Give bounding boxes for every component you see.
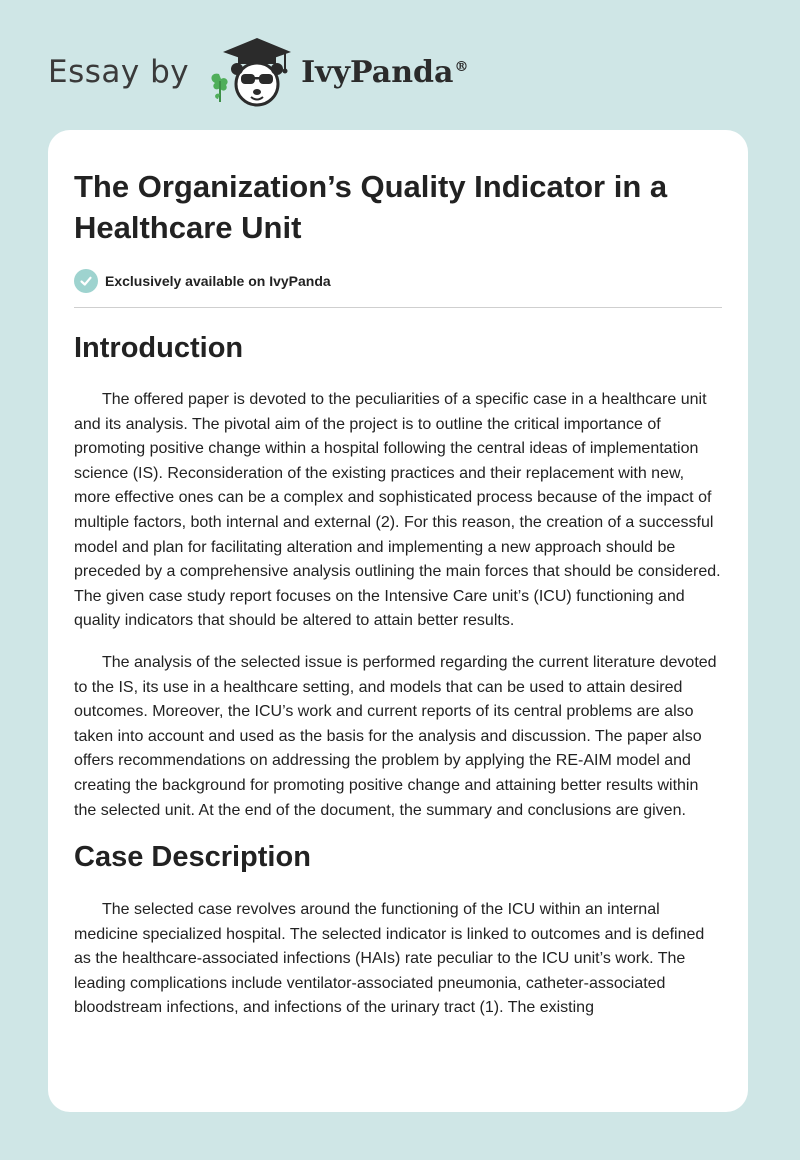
paragraph: The selected case revolves around the functioning of the ICU within an internal medicine specialized hospital. The selected indicator is linked to outcomes and is defined as the healthcare-associated infections (HAIs) rate peculiar to the ICU unit’s work. The leading complications include ventilator-associated pneumonia, catheter-associated bloodstream infections, and infections of the urinary tract (1). The existing bbox=[74, 901, 705, 1017]
article-title: The Organization’s Quality Indicator in a Healthcare Unit bbox=[74, 169, 668, 245]
check-icon bbox=[74, 269, 98, 293]
section-heading-case-description: Case Description bbox=[74, 841, 311, 874]
brand-text: IvyPanda bbox=[301, 54, 454, 90]
exclusive-badge bbox=[74, 269, 722, 308]
essay-by-label: Essay by bbox=[48, 54, 190, 90]
registered-mark: ® bbox=[454, 58, 469, 75]
panda-graduate-logo-icon[interactable] bbox=[205, 36, 297, 108]
paragraph: The offered paper is devoted to the peculiarities of a specific case in a healthcare unit and its analysis. The pivotal aim of the project is to outline the critical importance of promoting positive change within a hospital following the central ideas of implementation science (IS). Reconsideration of the existing practices and their replacement with new, more effective ones can be a complex and sophisticated process because of the impact of multiple factors, both internal and external (2). For this reason, the creation of a successful model and plan for facilitating alteration and implementing a new approach should be preceded by a comprehensive analysis outlining the main forces that should be considered. The given case study report focuses on the Intensive Care unit’s (ICU) functioning and quality indicators that should be altered to attain better results. bbox=[74, 391, 721, 630]
paragraph: The analysis of the selected issue is performed regarding the current literature devoted to the IS, its use in a healthcare setting, and models that can be used to attain desired outcomes. Moreover, the ICU’s work and current reports of its central problems are also taken into account and used as the basis for the analysis and discussion. The paper also offers recommendations on addressing the problem by applying the RE-AIM model and creating the background for promoting positive change and attaining better results within the selected unit. At the end of the document, the summary and conclusions are given. bbox=[74, 653, 717, 819]
ivy-leaf-icon bbox=[212, 74, 228, 102]
article-card bbox=[48, 130, 748, 1112]
site-header bbox=[48, 36, 468, 108]
section-heading-introduction: Introduction bbox=[74, 332, 244, 364]
exclusive-badge-label: Exclusively available on IvyPanda bbox=[105, 273, 331, 289]
brand-name[interactable] bbox=[301, 55, 468, 90]
